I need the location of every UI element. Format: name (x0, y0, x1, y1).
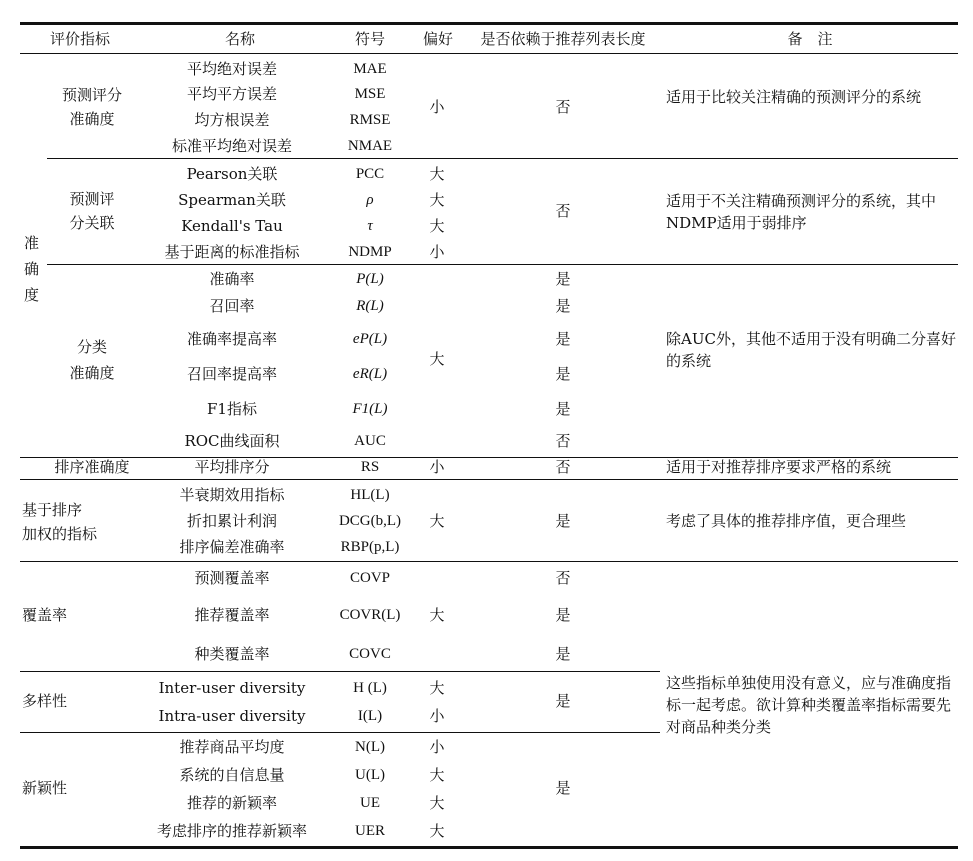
header-preference: 偏好 (422, 30, 454, 48)
metric-name: 召回率 (209, 297, 255, 315)
group-label-coverage: 覆盖率 (22, 606, 68, 624)
dependency-value: 是 (555, 297, 571, 315)
preference-value: 大 (429, 822, 445, 840)
dependency-value: 否 (555, 458, 571, 476)
metric-symbol: R(L) (356, 298, 384, 314)
header-metric: 评价指标 (49, 30, 111, 48)
dependency-value: 是 (555, 400, 571, 418)
dependency-value: 是 (555, 779, 571, 797)
dependency-value: 否 (555, 202, 571, 220)
dependency-value: 是 (555, 270, 571, 288)
metric-name: F1指标 (207, 400, 257, 418)
metric-name: 预测覆盖率 (194, 569, 270, 587)
group-label-correlation-2: 分关联 (69, 214, 115, 232)
preference-value: 大 (429, 766, 445, 784)
metric-name: 推荐的新颖率 (186, 794, 278, 812)
group-label-diversity: 多样性 (22, 692, 68, 710)
metric-symbol: COVP (349, 570, 391, 586)
metric-name: 推荐覆盖率 (194, 606, 270, 624)
shared-remark-text: 这些指标单独使用没有意义，应与准确度指标一起考虑。欲计算种类覆盖率指标需要先对商品种类分类 (666, 674, 952, 736)
remark-text: 除AUC外，其他不适用于没有明确二分喜好的系统 (666, 330, 956, 370)
dependency-value: 是 (555, 606, 571, 624)
accuracy-label-1: 准 (24, 234, 40, 252)
metric-symbol: RBP(p,L) (340, 539, 400, 555)
metric-symbol: RS (360, 459, 380, 475)
metric-symbol: NDMP (348, 244, 392, 260)
rule-diversity-bottom (20, 732, 660, 733)
metric-name: Pearson关联 (186, 165, 278, 183)
metric-name: ROC曲线面积 (184, 432, 280, 450)
rule-correlation-bottom (47, 264, 958, 265)
header-rule (20, 53, 958, 54)
metric-symbol: UE (360, 795, 380, 811)
metric-name: 折扣累计利润 (186, 512, 278, 530)
metric-symbol: HL(L) (350, 487, 390, 503)
metric-name: Kendall's Tau (181, 217, 283, 235)
metric-symbol: NMAE (347, 138, 393, 154)
group-label-rating-accuracy-1: 预测评分 (61, 86, 123, 104)
header-remarks: 备 注 (787, 30, 833, 48)
table-bottom-rule (20, 846, 958, 849)
metric-symbol: N(L) (355, 739, 385, 755)
accuracy-label-3: 度 (24, 286, 40, 304)
metric-name: 排序偏差准确率 (179, 538, 285, 556)
metric-name: 均方根误差 (194, 111, 270, 129)
metric-name: 召回率提高率 (186, 365, 278, 383)
metric-name: 种类覆盖率 (194, 645, 270, 663)
dependency-value: 是 (555, 645, 571, 663)
preference-value: 大 (429, 794, 445, 812)
metric-symbol: P(L) (356, 271, 384, 287)
group-label-rating-accuracy-2: 准确度 (69, 110, 115, 128)
metric-name: 准确率提高率 (186, 330, 278, 348)
remark-text: 适用于比较关注精确的预测评分的系统 (666, 88, 922, 106)
dependency-value: 是 (555, 692, 571, 710)
metric-name: 平均绝对误差 (186, 60, 278, 78)
group-label-weighted-1: 基于排序 (22, 501, 83, 519)
preference-value: 大 (429, 512, 445, 530)
metric-name: Intra-user diversity (158, 707, 306, 725)
rule-coverage-bottom (20, 671, 660, 672)
metric-symbol: F1(L) (352, 401, 388, 417)
group-label-classification-1: 分类 (76, 338, 108, 356)
metric-name: 半衰期效用指标 (179, 486, 285, 504)
dependency-value: 否 (555, 98, 571, 116)
remark-text: 适用于对推荐排序要求严格的系统 (666, 458, 892, 476)
preference-value: 大 (429, 350, 445, 368)
metric-symbol: MAE (353, 61, 387, 77)
metric-name: 平均平方误差 (186, 85, 278, 103)
preference-value: 小 (429, 458, 445, 476)
metric-symbol: COVC (349, 646, 391, 662)
preference-value: 小 (429, 243, 445, 261)
remark-text: 适用于不关注精确预测评分的系统，其中NDMP适用于弱排序 (666, 192, 937, 232)
metric-name: 平均排序分 (194, 458, 270, 476)
group-label-correlation-1: 预测评 (69, 190, 115, 208)
metric-symbol: RMSE (349, 112, 391, 128)
preference-value: 小 (429, 738, 445, 756)
metric-symbol: τ (367, 218, 373, 234)
metric-symbol: COVR(L) (339, 607, 401, 623)
metric-name: 标准平均绝对误差 (171, 137, 293, 155)
metric-symbol: AUC (354, 433, 386, 449)
rule-weighted-bottom (20, 561, 958, 562)
metric-symbol: DCG(b,L) (338, 513, 402, 529)
metric-name: 基于距离的标准指标 (164, 243, 300, 261)
dependency-value: 是 (555, 330, 571, 348)
header-symbol: 符号 (354, 30, 386, 48)
metric-name: 推荐商品平均度 (179, 738, 285, 756)
preference-value: 大 (429, 606, 445, 624)
group-label-weighted-2: 加权的指标 (22, 525, 98, 543)
metric-symbol: PCC (355, 166, 385, 182)
metric-symbol: U(L) (355, 767, 385, 783)
metric-name: Spearman关联 (178, 191, 286, 209)
dependency-value: 否 (555, 432, 571, 450)
metric-symbol: I(L) (357, 708, 383, 724)
metric-name: 准确率 (209, 270, 255, 288)
preference-value: 小 (429, 707, 445, 725)
preference-value: 小 (429, 98, 445, 116)
header-dependency: 是否依赖于推荐列表长度 (480, 30, 646, 48)
group-label-novelty: 新颖性 (22, 779, 68, 797)
rule-ranking-bottom (20, 479, 958, 480)
preference-value: 大 (429, 679, 445, 697)
metric-symbol: UER (355, 823, 385, 839)
remark-text: 考虑了具体的推荐排序值，更合理些 (666, 512, 907, 530)
accuracy-label-2: 确 (24, 260, 40, 278)
metric-name: 系统的自信息量 (179, 766, 285, 784)
metric-symbol: ρ (366, 192, 374, 208)
dependency-value: 否 (555, 569, 571, 587)
table-top-rule (20, 22, 958, 25)
dependency-value: 是 (555, 512, 571, 530)
rule-rating-accuracy-bottom (47, 158, 958, 159)
group-label-classification-2: 准确度 (69, 364, 115, 382)
preference-value: 大 (429, 191, 445, 209)
header-name: 名称 (224, 30, 256, 48)
dependency-value: 是 (555, 365, 571, 383)
metric-symbol: MSE (354, 86, 386, 102)
preference-value: 大 (429, 165, 445, 183)
metric-name: Inter-user diversity (158, 679, 306, 697)
metric-symbol: eP(L) (352, 331, 388, 347)
metric-symbol: H (L) (353, 680, 387, 696)
metric-name: 考虑排序的推荐新颖率 (156, 822, 308, 840)
preference-value: 大 (429, 217, 445, 235)
group-label-ranking: 排序准确度 (54, 458, 130, 476)
metric-symbol: eR(L) (352, 366, 388, 382)
